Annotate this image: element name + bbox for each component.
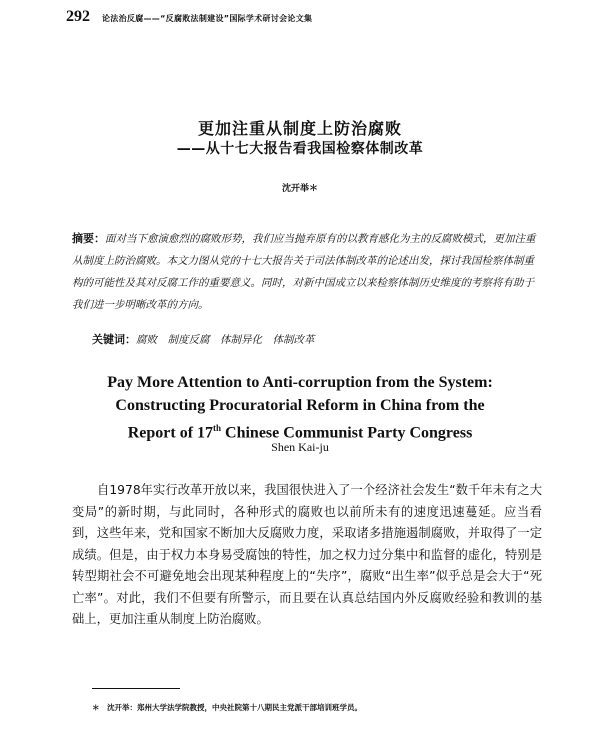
abstract-label: 摘要： [72,232,105,245]
running-title: 论法治反腐——“反腐败法制建设”国际学术研讨会论文集 [102,14,313,23]
footnote: ＊ 沈开举：郑州大学法学院教授，中央社院第十八期民主党派干部培训班学员。 [92,703,362,712]
chinese-title: 更加注重从制度上防治腐败 [197,119,402,138]
keywords-label: 关键词： [92,333,136,346]
chinese-author: 沈开举＊ [281,184,318,194]
english-title [0,371,600,444]
running-header [66,8,312,26]
page-number: 292 [66,8,90,25]
keywords-list: 腐败 制度反腐 体制异化 体制改革 [136,334,315,346]
keywords [92,331,315,347]
footnote-divider [92,688,180,689]
english-title-line-3-end: Chinese Communist Party Congress [221,424,473,442]
abstract [72,228,542,316]
english-title-line-2: Constructing Procuratorial Reform in China from the [115,397,485,414]
english-author: Shen Kai-ju [271,440,329,454]
body-paragraph: 自1978年实行改革开放以来，我国很快进入了一个经济社会发生“数千年未有之大变局”的新时期，与此同时，各种形式的腐败也以前所未有的速度迅速蔓延。应当看到，这些年来，党和国家不断加大反腐败力度，采取诸多措施遏制腐败，并取得了一定成绩。但是，由于权力本身易受腐蚀的特性，加之权力过分集中和监督的虚化，特别是转型期社会不可避免地会出现某种程度上的“失序”，腐败“出生率”似乎总是会大于“死亡率”。对此，我们不但要有所警示，而且要在认真总结国内外反腐败经验和教训的基础上，更加注重从制度上防治腐败。 [72,483,542,626]
english-title-line-1: Pay More Attention to Anti-corruption from the System: [107,374,493,391]
chinese-subtitle: ——从十七大报告看我国检察体制改革 [176,141,424,157]
ordinal-suffix: th [213,423,222,433]
abstract-text: 面对当下愈演愈烈的腐败形势，我们应当抛弃原有的以教育感化为主的反腐败模式，更加注重从制度上防治腐败。本文力图从党的十七大报告关于司法体制改革的论述出发，探讨我国检察体制重构的可能性及其对反腐工作的重要意义。同时，对新中国成立以来检察体制历史维度的考察将有助于我们进一步明晰改革的方向。 [72,233,536,311]
english-title-line-3-start: Report of 17 [127,424,214,442]
